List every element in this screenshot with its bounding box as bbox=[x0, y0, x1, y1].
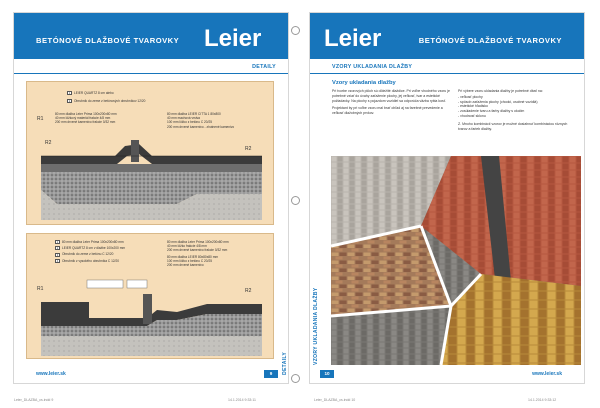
leier-logo bbox=[204, 24, 276, 52]
registration-mark bbox=[291, 26, 300, 35]
legend-row: 2 Obrubník do zeme z betónových obrubníkov 12/20 bbox=[68, 99, 146, 103]
svg-text:Leier: Leier bbox=[324, 25, 382, 52]
left-page bbox=[13, 12, 289, 384]
left-footer-url[interactable]: www.leier.sk bbox=[36, 371, 66, 377]
r2-label: R2 bbox=[245, 288, 252, 294]
left-vertical-strip bbox=[277, 75, 288, 366]
right-col1: Pri tvorbe vzorových plôch sú dôležité dlaždice. Pri voľbe vhodného vzoru je potrebné vziať do úvahy zaťaženie plochy, jej veľkosť, tvar a estetické požiadavky. Na plochy s pojazdom vozidiel sa odporúča väzba rybia kosť. Projektant by pri voľbe vzoru mal brať ohľad aj na farebné prevedenie a veľkosť dlažobných prvkov. bbox=[332, 89, 450, 116]
right-col2: Pri výbere vzoru ukladania dlažby je potrebné dbať na: - veľkosť plochy - spôsob zaťaženia plochy (chodci, osobné vozidlá) - estetické hľadisko - zosúladenie tvaru a farby dlažby s okolím - vhodnosť sklonu Z. Mnoho kombinácií vzorov je možné dosiahnuť kombináciou rôznych tvarov a farieb dlažby. bbox=[458, 89, 568, 131]
registration-mark bbox=[291, 374, 300, 383]
r1-label: R1 bbox=[37, 116, 44, 122]
left-header-band bbox=[14, 13, 288, 59]
crop-slug-right-date: 14.1.2014 9:33:12 bbox=[528, 398, 557, 402]
right-page bbox=[309, 12, 585, 384]
cross-section-drawing bbox=[27, 82, 275, 226]
left-vertical-label: DETAILY bbox=[282, 351, 288, 375]
left-header-title: BETÓNOVÉ DLAŽBOVÉ TVAROVKY bbox=[36, 36, 180, 45]
crop-slug-left-date: 14.1.2014 9:33:11 bbox=[228, 398, 256, 402]
detail-diagram-2 bbox=[26, 233, 274, 359]
r2-label: R2 bbox=[45, 140, 52, 146]
left-notes: 80 mm dlažba Leier Prima 100x200x80 mm 40 mm lôžkový materiál frakcie 4/8 mm 200 mm drvené kamenivo frakcie 0/32 mm bbox=[55, 112, 117, 125]
svg-text:Leier: Leier bbox=[204, 25, 262, 52]
right-section-label: VZORY UKLADANIA DLAŽBY bbox=[332, 64, 413, 70]
right-notes-2: 80 mm dlažba Leier Prima 100x200x80 mm 40 mm lôžko frakcie 4/8 mm 200 mm drvené kamenivo frakcie 0/32 mm 80 mm dlažba LEIER 80x80x80 mm 100 mm lôžko z betónu C 20/25 200 mm drvené kamenivo bbox=[167, 240, 229, 268]
paving-collage bbox=[331, 156, 581, 365]
legend-row: 1 LEIER QUARTZ 8 cm alebo bbox=[68, 91, 114, 95]
right-header-band bbox=[310, 13, 584, 59]
right-footer-url[interactable]: www.leier.sk bbox=[532, 371, 562, 377]
left-page-number: 9 bbox=[264, 370, 278, 378]
right-vertical-label: VZORY UKLADANIA DLAŽBY bbox=[313, 287, 319, 365]
leier-logo bbox=[324, 24, 396, 52]
crop-slug-left: Leier_DLAZBA_cs.indd 9 bbox=[14, 398, 54, 402]
right-header-title: BETÓNOVÉ DLAŽBOVÉ TVAROVKY bbox=[418, 36, 562, 45]
right-notes: 80 mm dlažba LEIER CITTA 1 80x800 40 mm machová vrstva 100 mm lôžko z betónu C 20/25 200 mm drvené kamenivo - zhutnené kamenivo bbox=[167, 112, 235, 129]
registration-mark bbox=[291, 196, 300, 205]
detail-diagram-1 bbox=[26, 81, 274, 225]
legend-2: 1 80 mm dlažba Leier Prima 100x200x80 mm 2 LEIER QUARTZ 8 cm v dlažbe 100x200 mm 3 Obrubník do zeme z betónu C 12/20 4 Obrubník z vysokého obrubníka C 12/20 bbox=[56, 240, 126, 263]
r1-label: R1 bbox=[37, 286, 44, 292]
cross-section-drawing-2 bbox=[27, 234, 275, 360]
r3-label: R2 bbox=[245, 146, 252, 152]
left-section-label: DETAILY bbox=[252, 64, 276, 70]
right-page-number: 10 bbox=[320, 370, 334, 378]
paving-photo bbox=[331, 156, 581, 365]
crop-slug-right: Leier_DLAZBA_cs.indd 10 bbox=[314, 398, 356, 402]
right-heading: Vzory ukladania dlažby bbox=[332, 80, 396, 86]
left-section-bar bbox=[14, 63, 288, 74]
